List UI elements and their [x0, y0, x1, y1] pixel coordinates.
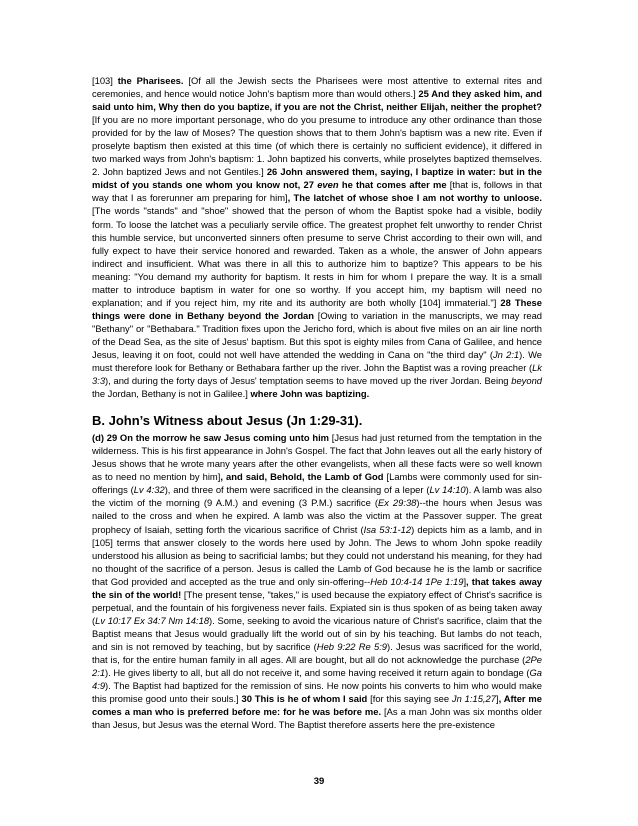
paragraph2-run-9: )--the hours when Jesus was nailed to the cross and when he expired. A lamb was also the victim at the Passover supper. The great prophecy of Isaiah, setting forth the vicarious sacrifice of Christ ( — [92, 497, 543, 535]
paragraph2-run-19: ). Jesus was sacrificed for the world, that is, for the entire human family in all ages. All are bought, but all do not acknowledge the purchase ( — [92, 640, 542, 665]
paragraph1-run-10: [The words "stands" and "shoe" showed that the person of whom the Baptist spoke had a visible, bodily form. To loose the latchet was a peculiarly servile office. The greatest prophet felt unworthy to render Christ this humble service, but unconverted sinners often presume to serve Christ according to their own will, and fully expect to have their service honored and rewarded. Taken as a whole, the answer of John appears indirect and insufficient. What was there in all this to authorize him to baptize? This appears to be his meaning: "You demand my authority for baptism. It rests in him for whom I prepare the way. It is a small matter to introduce baptism in water for one so worthy. If you accept him, my baptism will need no explanation; and if you reject him, my rite and its authority are both wholly [104] immaterial."] — [92, 205, 542, 308]
paragraph1-run-9: , The latchet of whose shoe I am not worthy to unloose. — [287, 192, 542, 204]
paragraph1-run-17: beyond — [511, 375, 542, 387]
paragraph2-run-21: ). He gives liberty to all, but all do not receive it, and some having received it return again to bondage ( — [105, 667, 530, 679]
paragraph2-run-15: [The present tense, "takes," is used because the expiatory effect of Christ's sacrifice is perpetual, and the fountain of his forgiveness never fails. Expiated sin is thus spoken of as being taken away ( — [92, 588, 542, 626]
paragraph2-run-17: ). Some, seeking to avoid the vicarious nature of Christ's sacrifice, claim that the Baptist means that Jesus would gradually lift the world out of sin by his teaching. But lambs do not teach, and sin is not removed by teaching, but by sacrifice ( — [92, 614, 542, 652]
paragraph1-run-7: he that comes after me — [338, 179, 447, 191]
commentary-paragraph-1 — [92, 74, 542, 400]
body-text — [92, 74, 542, 731]
commentary-paragraph-2 — [92, 431, 542, 731]
paragraph2-run-11: ) depicts him as a lamb, and in [105] terms that answer closely to the words here used by John. The Jews to whom John spoke readily understood his allusion as being to sacrificial lambs; but they could not understand his meaning, for they had no thought of the sacrifice of a person. Jesus is called the Lamb of God because he is the lamb or sacrifice that God provided and accepted as the true and only sin-offering-- — [92, 523, 542, 587]
paragraph1-run-19: where John was baptizing. — [250, 388, 370, 400]
paragraph2-run-23: ). The Baptist had baptized for the remission of sins. He now points his converts to him who would make this promise good unto their souls.] — [92, 680, 542, 705]
paragraph2-run-13: ] — [463, 575, 467, 587]
paragraph2-run-22: Ga 4:9 — [92, 667, 542, 692]
paragraph1-run-12: [Owing to variation in the manuscripts, we may read "Bethany" or "Bethabara." Tradition fixes upon the Jericho ford, which is about five miles on an air line north of the Dead Sea, as the site of Jesus' baptism. But this spot is eighty miles from Cana of Galilee, and hence Jesus, leaving it on foot, could not well have attended the wedding in Cana on "the third day" ( — [92, 309, 542, 360]
paragraph2-run-3: [Lambs were commonly used for sin-offerings ( — [92, 471, 542, 496]
paragraph2-run-0: (d) 29 On the morrow he saw Jesus coming unto him — [92, 432, 330, 444]
paragraph2-run-28: , After me comes a man who is preferred before me: for he was before me. — [92, 693, 542, 718]
paragraph1-run-5: 26 John answered them, saying, I baptize in water: but in the midst of you stands one whom you know not, 27 — [92, 166, 542, 191]
paragraph2-run-7: ). A lamb was also the victim of the morning (9 A.M.) and evening (3 P.M.) sacrifice ( — [92, 484, 542, 509]
paragraph2-run-2: , and said, Behold, the Lamb of God — [220, 471, 384, 483]
paragraph2-run-25: [for this saying see — [367, 693, 452, 705]
paragraph1-run-14: ). We must therefore look for Bethany or Bethabara farther up the river. John the Baptist was a roving preacher ( — [92, 348, 542, 374]
paragraph2-run-24: 30 This is he of whom I said — [241, 693, 368, 705]
paragraph2-run-1: [Jesus had just returned from the temptation in the wilderness. This is his first appearance in John's Gospel. The fact that John leaves out all the early history of Jesus shows that he wrote many years after the other evangelists, when all these facts were so well known as to need no mention by him] — [92, 432, 542, 483]
paragraph2-run-6: Lv 14:10 — [429, 484, 466, 496]
paragraph2-run-4: Lv 4:32 — [133, 484, 165, 496]
paragraph2-run-29: [As a man John was six months older than Jesus, but Jesus was the eternal Word. The Baptist therefore asserts here the pre-existence — [92, 706, 543, 731]
paragraph1-run-16: ), and during the forty days of Jesus' temptation seems to have moved up the river Jordan. Being — [105, 375, 512, 387]
paragraph2-run-26: Jn 1:15,27 — [451, 693, 496, 705]
page-number: 39 — [313, 776, 325, 787]
paragraph1-run-8: [that is, follows in that way that I as forerunner am preparing for him] — [92, 179, 542, 204]
paragraph2-run-12: Heb 10:4-14 1Pe 1:19 — [370, 575, 464, 587]
paragraph1-run-18: the Jordan, Bethany is not in Galilee.] — [92, 388, 251, 400]
paragraph1-run-11: 28 These things were done in Bethany beyond the Jordan — [92, 296, 542, 321]
paragraph1-run-15: Lk 3:3 — [92, 362, 542, 387]
paragraph2-run-8: Ex 29:38 — [377, 497, 417, 509]
paragraph1-run-6: even — [317, 179, 339, 191]
paragraph2-run-20: 2Pe 2:1 — [92, 653, 542, 679]
paragraph2-run-14: , that takes away the sin of the world! — [92, 575, 543, 600]
paragraph1-run-0: [103] — [92, 75, 118, 86]
paragraph2-run-10: Isa 53:1-12 — [363, 523, 412, 535]
paragraph2-run-18: Heb 9:22 Re 5:9 — [316, 640, 388, 652]
paragraph2-run-16: Lv 10:17 Ex 34:7 Nm 14:18 — [95, 614, 210, 626]
paragraph1-run-2: [Of all the Jewish sects the Pharisees were most attentive to external rites and ceremonies, and hence would notice John's baptism more than would others.] — [92, 75, 542, 100]
paragraph2-run-27: ] — [495, 693, 499, 705]
paragraph1-run-13: Jn 2:1 — [492, 348, 520, 360]
paragraph1-run-4: [If you are no more important personage, who do you presume to introduce any other ordinance than those provided for by the law of Moses? The question shows that to them John's baptism was a new rite. Even if proselyte baptism then existed at this time (of which there is certainly no sufficient evidence), it differed in two marked ways from John's baptism: 1. John baptized his converts, while proselytes baptized themselves. 2. John baptized Jews and not Gentiles.] — [92, 114, 542, 178]
paragraph1-run-3: 25 And they asked him, and said unto him, Why then do you baptize, if you are not the Christ, neither Elijah, neither the prophet? — [92, 88, 543, 113]
paragraph2-run-5: ), and three of them were sacrificed in the cleansing of a leper ( — [164, 484, 430, 496]
paragraph1-run-1: the Pharisees. — [117, 75, 184, 86]
section-heading: B. John’s Witness about Jesus (Jn 1:29-31). — [92, 413, 363, 429]
